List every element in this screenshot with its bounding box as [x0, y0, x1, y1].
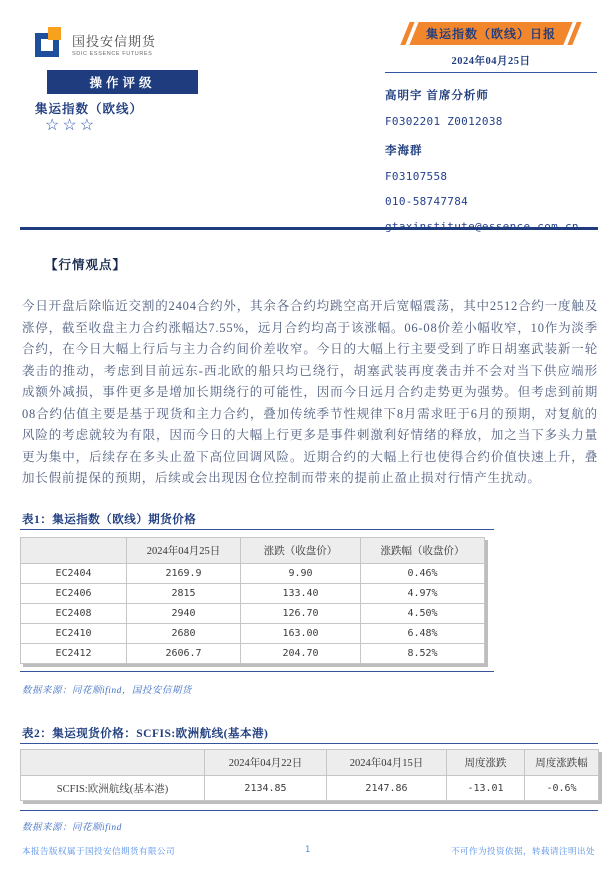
price-change-pct: 6.48% — [361, 624, 485, 644]
weekly-change: -13.01 — [447, 776, 525, 801]
date-underline — [385, 72, 597, 73]
table2-title: 表2：集运现货价格：SCFIS:欧洲航线(基本港) — [22, 728, 269, 740]
close-price: 2606.7 — [127, 644, 241, 664]
table-row — [21, 644, 485, 664]
price-change-pct: 4.50% — [361, 604, 485, 624]
table2-header-row — [21, 750, 599, 776]
table2-title-underline — [20, 743, 598, 744]
table1-header-row — [21, 538, 485, 564]
table2-header-cell: 周度涨跌 — [447, 750, 525, 776]
rating-banner: 操作评级 — [47, 70, 198, 94]
table2-header-cell: 周度涨跌幅 — [525, 750, 599, 776]
table1-header-cell: 涨跌幅（收盘价） — [361, 538, 485, 564]
table1-header-cell — [21, 538, 127, 564]
table1-source: 数据来源：同花顺ifind，国投安信期货 — [22, 686, 192, 696]
page-footer — [0, 845, 615, 859]
table1-futures-prices — [20, 537, 485, 664]
table-row — [21, 564, 485, 584]
price-change: 204.70 — [241, 644, 361, 664]
analyst-license: F0302201 Z0012038 — [385, 115, 503, 128]
report-title-badge — [385, 22, 597, 45]
header-divider — [20, 227, 598, 230]
table2-header-cell: 2024年04月22日 — [205, 750, 327, 776]
contract-code: EC2410 — [21, 624, 127, 644]
contact-phone: 010-58747784 — [385, 195, 469, 208]
price-change: 9.90 — [241, 564, 361, 584]
price-change: 133.40 — [241, 584, 361, 604]
close-price: 2815 — [127, 584, 241, 604]
rating-stars: ☆☆☆ — [45, 117, 98, 134]
index-value-current: 2134.85 — [205, 776, 327, 801]
close-price: 2940 — [127, 604, 241, 624]
table1-header-cell: 涨跌（收盘价） — [241, 538, 361, 564]
table1-title-underline — [20, 529, 494, 530]
analyst-name: 高明宇 首席分析师 — [385, 90, 489, 102]
table-row — [21, 604, 485, 624]
close-price: 2169.9 — [127, 564, 241, 584]
close-price: 2680 — [127, 624, 241, 644]
price-change: 163.00 — [241, 624, 361, 644]
product-name: 集运指数（欧线） — [35, 102, 144, 116]
table2-bottom-line — [20, 810, 598, 811]
contract-code: EC2404 — [21, 564, 127, 584]
company-logo — [35, 27, 156, 59]
table-row — [21, 584, 485, 604]
logo-orange-square-icon — [48, 27, 61, 40]
price-change-pct: 4.97% — [361, 584, 485, 604]
index-name: SCFIS:欧洲航线(基本港) — [21, 776, 205, 801]
price-change-pct: 0.46% — [361, 564, 485, 584]
index-value-previous: 2147.86 — [327, 776, 447, 801]
company-name-en: SDIC ESSENCE FUTURES — [72, 51, 153, 57]
table2-header-cell — [21, 750, 205, 776]
opinion-heading: 【行情观点】 — [45, 258, 127, 272]
price-change-pct: 8.52% — [361, 644, 485, 664]
contract-code: EC2412 — [21, 644, 127, 664]
contract-code: EC2406 — [21, 584, 127, 604]
copyright-note: 本报告版权属于国投安信期货有限公司 — [22, 846, 176, 856]
table1-header-cell: 2024年04月25日 — [127, 538, 241, 564]
table2-header-cell: 2024年04月15日 — [327, 750, 447, 776]
analyst-name: 李海群 — [385, 145, 423, 157]
table2-source: 数据来源：同花顺ifind — [22, 823, 122, 833]
table1-title: 表1：集运指数（欧线）期货价格 — [22, 514, 197, 526]
header-right — [385, 22, 597, 233]
report-date: 2024年04月25日 — [451, 56, 531, 67]
table-row — [21, 776, 599, 801]
weekly-change-pct: -0.6% — [525, 776, 599, 801]
price-change: 126.70 — [241, 604, 361, 624]
report-title: 集运指数（欧线）日报 — [425, 27, 556, 41]
disclaimer-note: 不可作为投资依据，转载请注明出处 — [450, 846, 595, 856]
opinion-paragraph: 今日开盘后除临近交割的2404合约外，其余各合约均跳空高开后宽幅震荡，其中2512合约一度触及涨停，截至收盘主力合约涨幅达7.55%，远月合约均高于该涨幅。06-08价差小幅收窄，10作为淡季合约，在今日大幅上行后与主力合约间价差收窄。今日的大幅上行主要受到了昨日胡塞武装新一轮袭击的推动，考虑到目前远东-西北欧的船只均已绕行，胡塞武装再度袭击并不会对当下供应端形成额外减损，事件更多是增加长期绕行的可能性，因而今日远月合约走势更为强势。但考虑到前期08合约估值主要是基于现货和主力合约，叠加传统季节性规律下8月需求旺于6月的预期，对复航的风险的考虑就较为有限，因而今日的大幅上行更多是事件刺激利好情绪的释放，加之当下多头力量更为集中，后续存在多头止盈下高位回调风险。近期合约的大幅上行也使得合约价值快速上升，叠加长假前提保的预期，后续或会出现因仓位控制而带来的提前止盈止损对行情产生扰动。 — [22, 299, 598, 485]
page-number: 1 — [304, 845, 311, 855]
badge-background — [409, 22, 572, 45]
analyst-block — [385, 87, 597, 233]
company-name-cn: 国投安信期货 — [72, 34, 157, 49]
logo-text — [72, 27, 156, 57]
logo-icon — [35, 27, 65, 59]
contract-code: EC2408 — [21, 604, 127, 624]
table1-bottom-line — [20, 671, 494, 672]
table-row — [21, 624, 485, 644]
analyst-license: F03107558 — [385, 170, 448, 183]
table2-spot-prices — [20, 749, 599, 801]
